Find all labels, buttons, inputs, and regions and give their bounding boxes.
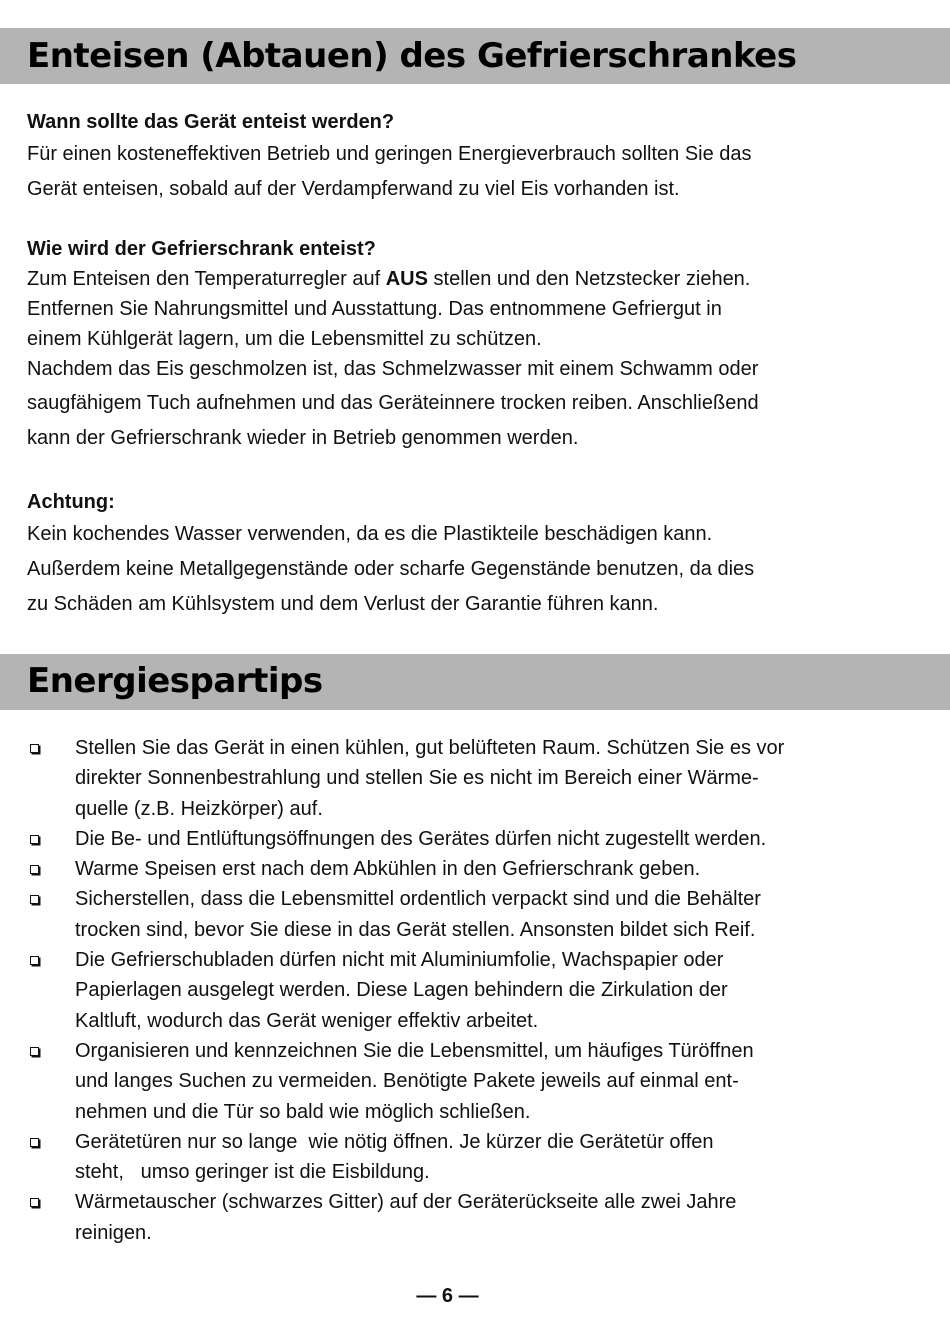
list-item xyxy=(27,1187,907,1248)
paragraph-line: einem Kühlgerät lagern, um die Lebensmittel zu schützen. xyxy=(27,328,542,350)
text-run: stellen und den Netzstecker ziehen. xyxy=(427,268,751,290)
tip-line: steht, umso geringer ist die Eisbildung. xyxy=(75,1161,430,1184)
list-item xyxy=(27,884,907,945)
checkbox-bullet-icon xyxy=(30,956,39,965)
paragraph-line: kann der Gefrierschrank wieder in Betrieb genommen werden. xyxy=(27,427,579,449)
section-heading-defrost: Enteisen (Abtauen) des Gefrierschrankes xyxy=(0,28,950,84)
warning-label: Achtung: xyxy=(27,491,115,513)
checkbox-bullet-icon xyxy=(30,895,39,904)
tip-line: Stellen Sie das Gerät in einen kühlen, gut belüfteten Raum. Schützen Sie es vor xyxy=(75,737,785,759)
list-item xyxy=(27,854,907,884)
text-run: Zum Enteisen den Temperaturregler auf xyxy=(27,268,386,290)
paragraph-line xyxy=(27,264,917,294)
question-how: Wie wird der Gefrierschrank enteist? xyxy=(27,238,376,260)
tip-line: Kaltluft, wodurch das Gerät weniger effektiv arbeitet. xyxy=(75,1009,539,1032)
paragraph-line: Nachdem das Eis geschmolzen ist, das Schmelzwasser mit einem Schwamm oder xyxy=(27,358,759,380)
tip-line: reinigen. xyxy=(75,1221,152,1244)
section-heading-energy-tips: Energiespartips xyxy=(0,654,950,710)
bold-keyword: AUS xyxy=(385,268,428,290)
warning-block xyxy=(27,487,917,622)
paragraph-line: saugfähigem Tuch aufnehmen und das Geräteinnere trocken reiben. Anschließend xyxy=(27,392,759,414)
checkbox-bullet-icon xyxy=(30,1138,39,1147)
list-item xyxy=(27,1036,907,1127)
checkbox-bullet-icon xyxy=(30,865,39,874)
tip-line: und langes Suchen zu vermeiden. Benötigte Pakete jeweils auf einmal ent- xyxy=(75,1070,739,1093)
list-item xyxy=(27,1127,907,1188)
paragraph-line: Außerdem keine Metallgegenstände oder scharfe Gegenstände benutzen, da dies xyxy=(27,558,755,580)
tip-line: Sicherstellen, dass die Lebensmittel ordentlich verpackt sind und die Behälter xyxy=(75,888,761,911)
question-when: Wann sollte das Gerät enteist werden? xyxy=(27,111,395,133)
defrost-how-block xyxy=(27,234,917,456)
checkbox-bullet-icon xyxy=(30,1198,39,1207)
paragraph-line: Für einen kosteneffektiven Betrieb und geringen Energieverbrauch sollten Sie das xyxy=(27,143,752,165)
tip-line: quelle (z.B. Heizkörper) auf. xyxy=(75,797,323,820)
energy-tips-list xyxy=(27,733,907,1248)
page-number: — 6 — xyxy=(416,1285,479,1307)
paragraph-line: zu Schäden am Kühlsystem und dem Verlust der Garantie führen kann. xyxy=(27,593,659,615)
tip-line: trocken sind, bevor Sie diese in das Gerät stellen. Ansonsten bildet sich Reif. xyxy=(75,918,756,941)
tip-line: Die Be- und Entlüftungsöffnungen des Gerätes dürfen nicht zugestellt werden. xyxy=(75,827,767,850)
paragraph-line: Gerät enteisen, sobald auf der Verdampferwand zu viel Eis vorhanden ist. xyxy=(27,178,680,200)
list-item xyxy=(27,824,907,854)
paragraph-line: Kein kochendes Wasser verwenden, da es die Plastikteile beschädigen kann. xyxy=(27,523,713,545)
tip-line: Papierlagen ausgelegt werden. Diese Lagen behindern die Zirkulation der xyxy=(75,979,728,1002)
paragraph-line: Entfernen Sie Nahrungsmittel und Ausstattung. Das entnommene Gefriergut in xyxy=(27,298,722,320)
list-item xyxy=(27,733,907,824)
defrost-when-block xyxy=(27,107,917,207)
tip-line: Gerätetüren nur so lange wie nötig öffnen. Je kürzer die Gerätetür offen xyxy=(75,1130,714,1153)
tip-line: Warme Speisen erst nach dem Abkühlen in den Gefrierschrank geben. xyxy=(75,858,701,881)
tip-line: nehmen und die Tür so bald wie möglich schließen. xyxy=(75,1100,531,1123)
checkbox-bullet-icon xyxy=(30,744,39,753)
checkbox-bullet-icon xyxy=(30,835,39,844)
checkbox-bullet-icon xyxy=(30,1047,39,1056)
tip-line: direkter Sonnenbestrahlung und stellen Sie es nicht im Bereich einer Wärme- xyxy=(75,767,759,790)
tip-line: Organisieren und kennzeichnen Sie die Lebensmittel, um häufiges Türöffnen xyxy=(75,1039,754,1062)
list-item xyxy=(27,945,907,1036)
tip-line: Die Gefrierschubladen dürfen nicht mit Aluminiumfolie, Wachspapier oder xyxy=(75,949,724,972)
tip-line: Wärmetauscher (schwarzes Gitter) auf der Geräterückseite alle zwei Jahre xyxy=(75,1191,737,1214)
